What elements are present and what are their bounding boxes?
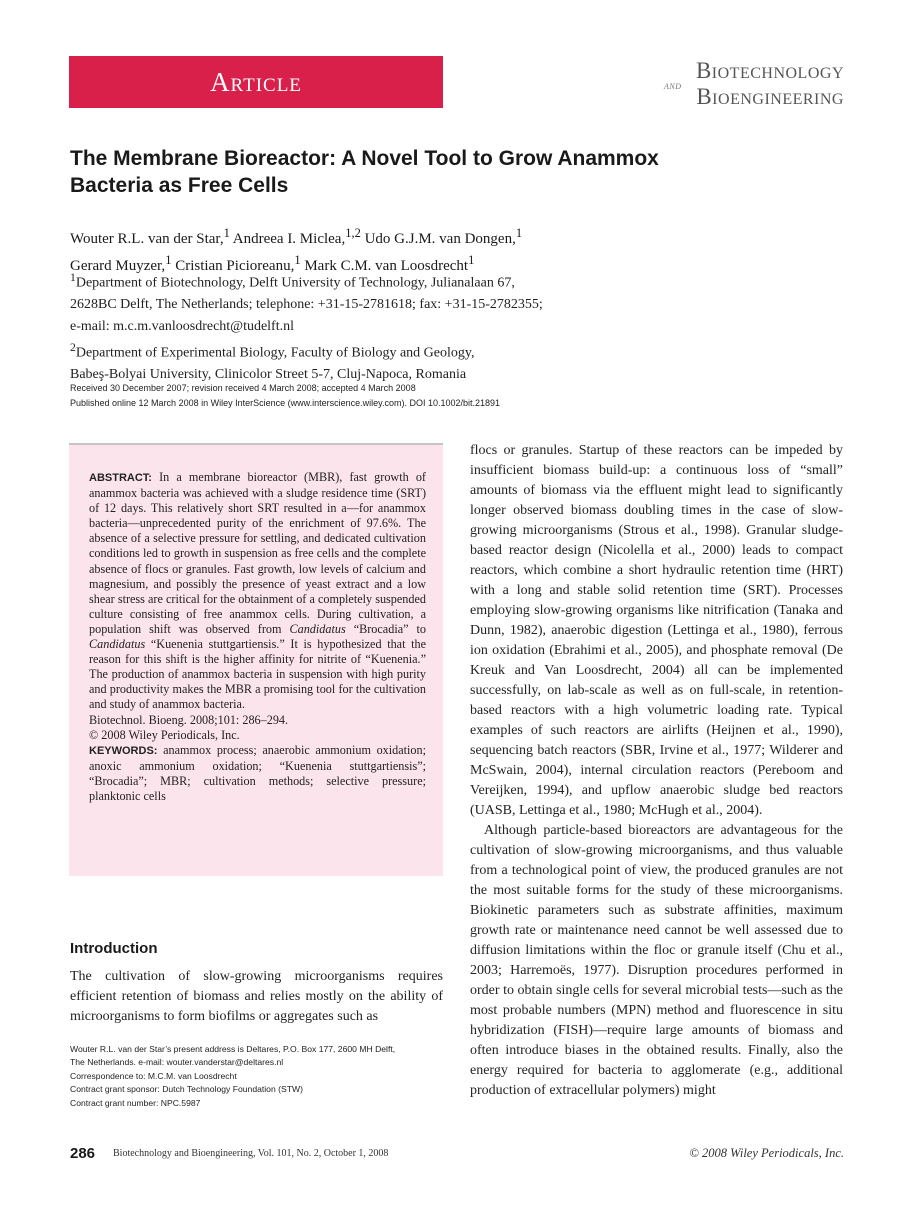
publication-dates <box>70 381 770 411</box>
footnote-line: Correspondence to: M.C.M. van Loosdrecht <box>70 1070 237 1081</box>
abstract-label: ABSTRACT: <box>89 472 152 484</box>
journal-logo-and: and <box>664 78 682 92</box>
article-type-label: Article <box>210 67 302 97</box>
journal-logo-line2: Bioengineering <box>696 84 844 109</box>
footnote-line: Contract grant sponsor: Dutch Technology Foundation (STW) <box>70 1084 303 1095</box>
footer-copyright: © 2008 Wiley Periodicals, Inc. <box>689 1146 844 1160</box>
author-affil-sup: 1 <box>165 253 172 267</box>
received-dates: Received 30 December 2007; revision received 4 March 2008; accepted 4 March 2008 <box>70 383 416 393</box>
section-heading-introduction: Introduction <box>70 940 158 957</box>
affiliation-line: 2628BC Delft, The Netherlands; telephone: +31-15-2781618; fax: +31-15-2782355; <box>70 297 543 313</box>
author-name: Mark C.M. van Loosdrecht <box>304 258 469 274</box>
author-affil-sup: 1,2 <box>345 226 361 240</box>
footer-journal-citation: Biotechnology and Bioengineering, Vol. 101, No. 2, October 1, 2008 <box>113 1148 389 1159</box>
body-paragraph: Although particle-based bioreactors are advantageous for the cultivation of slow-growing microorganisms, and thus valuable from a technological point of view, the produced granules are not the most suitable forms for the study of these microorganisms. Biokinetic parameters such as substrate affinities, maximum growth rate or maintenance need cannot be well assessed due to diffusion limitations within the floc or granule itself (Chu et al., 2003; Harremoës, 1977). Disruption procedures performed in order to obtain single cells for several microbial tests—such as the most probable numbers (MPN) method and fluorescence in situ hybridization (FISH)—require large amounts of biomass and often introduce biases in the obtained results. Finally, also the energy required for bacteria to agglomerate (e.g., additional production of extracellular polymers) might <box>470 823 843 1098</box>
affiliation-line: $^1$Department of Biotechnology, Delft University of Technology, Julianalaan 67, <box>70 271 515 291</box>
author-affil-sup: 1 <box>468 253 475 267</box>
keywords-label: KEYWORDS: <box>89 744 158 757</box>
author-name: Andreea I. Miclea, <box>232 231 346 247</box>
affiliation-sup: 2 <box>70 341 76 355</box>
affiliation-sup: 1 <box>70 271 76 284</box>
author-affil-sup: 1 <box>223 226 230 240</box>
footnote-line: Contract grant number: NPC.5987 <box>70 1097 201 1108</box>
affiliation-line: $^2$Department of Experimental Biology, Faculty of Biology and Geology, <box>70 341 475 361</box>
author-name: Udo G.J.M. van Dongen, <box>364 231 516 247</box>
article-title: The Membrane Bioreactor: A Novel Tool to Grow Anammox Bacteria as Free Cells <box>70 147 659 197</box>
abstract-body: ABSTRACT: In a membrane bioreactor (MBR), fast growth of anammox bacteria was achieved with a sludge residence time (SRT) of 12 days. This relatively short SRT resulted in a—for anammox bacteria—unprecedented purity of the enrichment of 97.6%. The absence of a selective pressure for settling, and dedicated cultivation conditions led to growth in suspension as free cells and the complete absence of flocs or granules. Fast growth, low levels of calcium and magnesium, and possibly the presence of yeast extract and a low shear stress are critical for the obtainment of a completely suspended culture consisting of free anammox cells. During cultivation, a population shift was observed from Candidatus “Brocadia” to Candidatus “Kuenenia stuttgartiensis.” It is hypothesized that the reason for this shift is the higher affinity for nitrite of “Kuenenia.” The production of anammox bacteria in suspension with high purity and productivity makes the MBR a promising tool for the cultivation and study of anammox bacteria. <box>89 470 427 712</box>
author-name: Wouter R.L. van der Star, <box>70 231 224 247</box>
affiliation-line: Babeş-Bolyai University, Clinicolor Street 5-7, Cluj-Napoca, Romania <box>70 367 467 383</box>
abstract-citation: Biotechnol. Bioeng. 2008;101: 286–294. <box>89 712 289 727</box>
affiliation-email[interactable]: e-mail: m.c.m.vanloosdrecht@tudelft.nl <box>70 318 294 334</box>
affiliations <box>70 267 630 386</box>
author-affil-sup: 1 <box>515 226 523 240</box>
author-name: Gerard Muyzer, <box>70 258 166 274</box>
journal-logo-line1: Biotechnology <box>695 58 844 83</box>
body-paragraph: flocs or granules. Startup of these reactors can be impeded by insufficient biomass build-up: a continuous loss of “small” amounts of biomass via the effluent might lead to significantly longer observed biomass doubling times in the case of slow-growing microorganisms (Strous et al., 1998). Granular sludge-based reactor design (Nicolella et al., 2000) leads to compact reactors, which combine a short hydraulic retention time (HRT) with a long and stable solid retention time (SRT). Processes employing slow-growing organisms like nitrification (Tanaka and Dunn, 1982), anaerobic digestion (Lettinga et al., 1980), ferrous ion oxidation (Ebrahimi et al., 2005), and phosphate removal (De Kreuk and Van Loosdrecht, 2004) all can be implemented successfully, on lab-scale as well as on full-scale, in retention-based reactors with a high volumetric loading rate. Typical examples of such reactors are airlifts (Heijnen et al., 1990), sequencing batch reactors (SBR, Irvine et al., 1977; Wilderer and McSwain, 2004), internal circulation reactors (Pereboom and Vereijken, 1994), and upflow anaerobic sludge bed reactors (UASB, Lettinga et al., 1980; McHugh et al., 2004). <box>470 443 843 818</box>
page-number: 286 <box>70 1145 96 1162</box>
right-column <box>470 441 843 1101</box>
intro-paragraph: The cultivation of slow-growing microorganisms requires efficient retention of biomass and relies mostly on the ability of microorganisms to form biofilms or aggregates such as <box>70 969 443 1024</box>
published-info: Published online 12 March 2008 in Wiley InterScience (www.interscience.wiley.com). DOI 10.1002/bit.21891 <box>70 398 501 408</box>
footnote-line: Wouter R.L. van der Star’s present address is Deltares, P.O. Box 177, 2600 MH Delft, <box>70 1044 396 1054</box>
abstract-copyright: © 2008 Wiley Periodicals, Inc. <box>89 727 240 742</box>
keywords: KEYWORDS: anammox process; anaerobic ammonium oxidation; anoxic ammonium oxidation; “Kuenenia stuttgartiensis”; “Brocadia”; MBR; cultivation methods; selective pressure; planktonic cells <box>89 742 426 803</box>
abstract <box>89 470 426 804</box>
footnotes <box>70 1043 450 1110</box>
author-name: Cristian Picioreanu, <box>175 258 295 274</box>
author-affil-sup: 1 <box>294 253 301 267</box>
article-type-banner <box>69 56 443 108</box>
journal-logo <box>612 58 844 114</box>
footnote-line: The Netherlands. e-mail: wouter.vanderstar@deltares.nl <box>70 1057 284 1068</box>
